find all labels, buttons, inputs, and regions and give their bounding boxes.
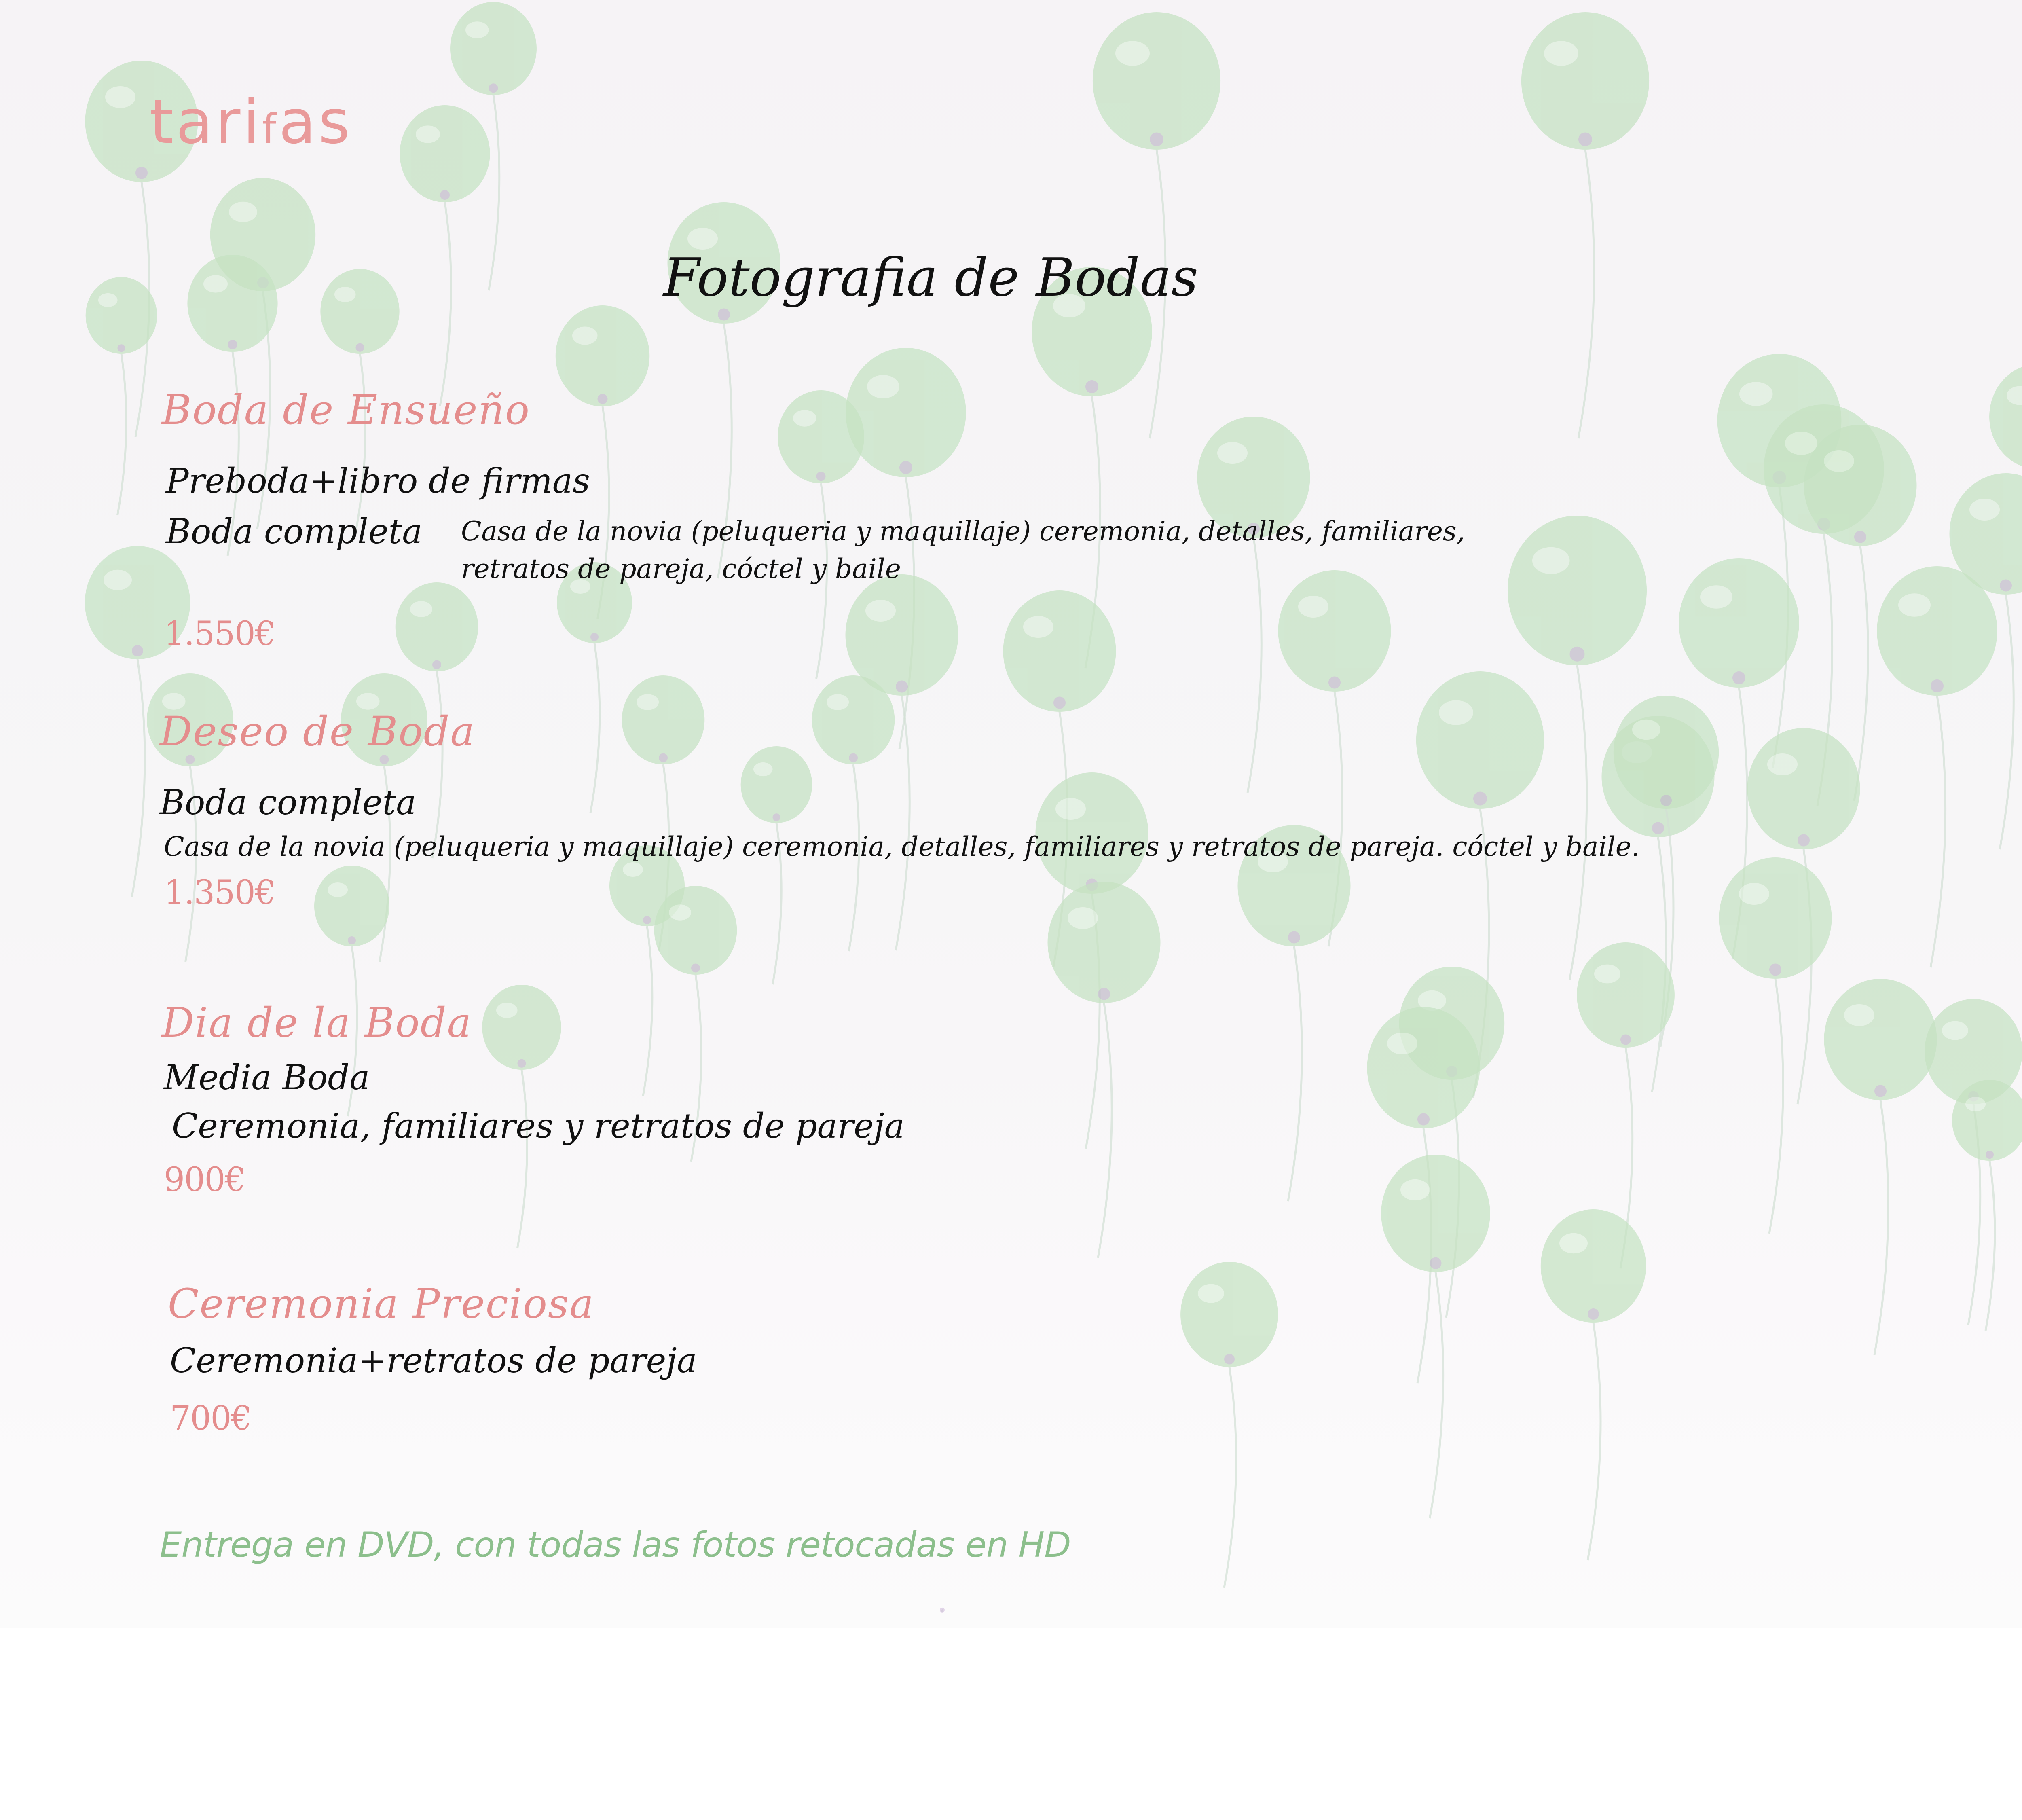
brand-logo xyxy=(150,87,352,157)
package-name-boda-de-ensueno: Boda de Ensueño xyxy=(162,386,531,434)
package-price: 700€ xyxy=(170,1399,251,1438)
package-price: 900€ xyxy=(164,1161,245,1199)
package-name-deseo-de-boda: Deseo de Boda xyxy=(160,708,476,755)
package-line: Boda completa xyxy=(166,512,423,551)
package-line: Media Boda xyxy=(164,1058,370,1097)
package-line: Ceremonia+retratos de pareja xyxy=(170,1341,697,1380)
brand-text-part3: as xyxy=(279,87,353,157)
package-line: Boda completa xyxy=(160,783,417,822)
package-line: Preboda+libro de firmas xyxy=(166,461,590,501)
package-name-dia-de-la-boda: Dia de la Boda xyxy=(162,999,472,1046)
package-price: 1.550€ xyxy=(164,615,275,653)
page-title: Fotografia de Bodas xyxy=(663,247,1198,308)
package-line-detail: retratos de pareja, cóctel y baile xyxy=(461,553,901,584)
package-line-detail: Casa de la novia (peluqueria y maquillaje) ceremonia, detalles, familiares y retratos de pareja. cóctel y baile. xyxy=(164,831,1640,862)
delivery-note: Entrega en DVD, con todas las fotos retocadas en HD xyxy=(160,1525,1071,1565)
brand-text-part2: f xyxy=(262,105,279,152)
package-line-detail: Casa de la novia (peluqueria y maquillaje) ceremonia, detalles, familiares, xyxy=(461,516,1465,547)
brand-text-part1: tari xyxy=(150,87,262,157)
package-line: Ceremonia, familiares y retratos de pareja xyxy=(172,1106,905,1146)
package-name-ceremonia-preciosa: Ceremonia Preciosa xyxy=(168,1280,594,1327)
package-price: 1.350€ xyxy=(164,874,275,912)
